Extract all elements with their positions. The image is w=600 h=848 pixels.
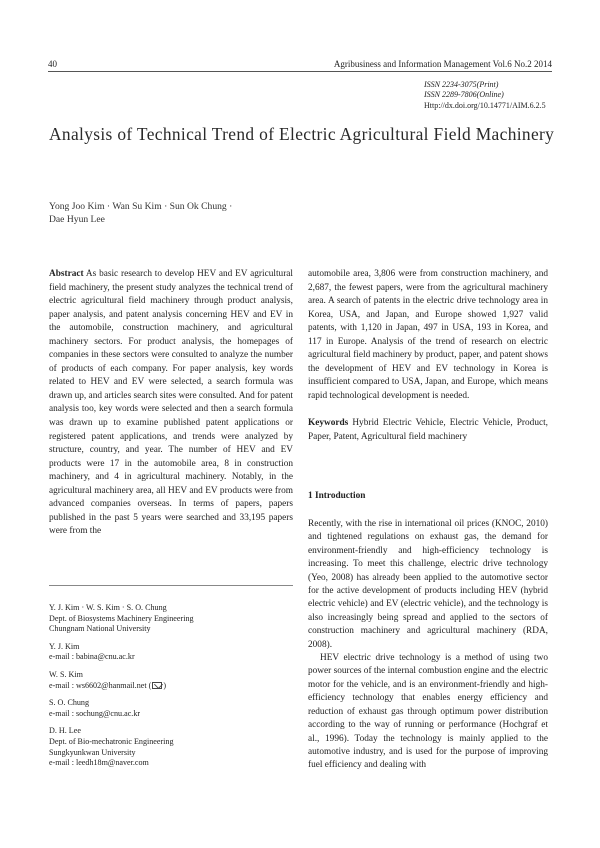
doi-link[interactable]: Http://dx.doi.org/10.14771/AIM.6.2.5 (424, 100, 546, 110)
affiliation-dept: Dept. of Bio-mechatronic Engineering (49, 736, 174, 746)
author-name: S. O. Chung (49, 698, 90, 708)
author-contact-ws-kim (49, 670, 293, 691)
abstract-left-column (49, 268, 293, 539)
issn-block (424, 80, 552, 111)
envelope-icon (152, 682, 162, 689)
keywords-text: Hybrid Electric Vehicle, Electric Vehicle, Product, Paper, Patent, Agricultural field machinery (308, 418, 549, 443)
author-email[interactable]: e-mail : leedh18m@naver.com (49, 758, 149, 768)
abstract-right-column (308, 268, 548, 445)
intro-paragraph-1: Recently, with the rise in international oil prices (KNOC, 2010) and tightened regulations on exhaust gas, the demand for environment-friendly and high-efficiency technology is increasing. To meet this challenge, electric drive technology (Yeo, 2008) has already been applied to the automotive sector for the active development of products including HEV (hybrid electric vehicle) and EV (electric vehicle), and the technology is also increasingly being spread and applied to the sectors of construction machinery and agricultural machinery (RDA, 2008). (308, 519, 548, 650)
author-name: D. H. Lee (49, 726, 81, 736)
keywords-label: Keywords (308, 418, 349, 429)
abstract-text-left: As basic research to develop HEV and EV agricultural field machinery, the present study analyzes the technical trend of electric agricultural field machinery through product analysis, paper analysis, and patent analysis concerning HEV and EV in the automobile, construction machinery, and agricultural machinery sectors. For product analysis, the homepages of companies in these sectors were consulted to analyze the number of products of each company. For paper analysis, key words related to HEV and EV were selected, a search formula was drawn up, and articles search sites were consulted. And for patent analysis too, key words were selected and then a search formula was drawn up to examine published patent applications or registered patent applications, and trends were analyzed by structure, country, and year. The number of HEV and EV products were 17 in the automobile area, 8 in construction machinery, and 4 in agricultural machinery. Notably, in the agricultural machinery area, all HEV and EV products were from advanced companies overseas. In terms of papers, papers published in the past 5 years were searched and 33,195 papers were from the (49, 269, 293, 537)
author-email[interactable]: e-mail : babina@cnu.ac.kr (49, 652, 135, 662)
affiliation-univ: Chungnam National University (49, 624, 151, 634)
intro-paragraph-2: HEV electric drive technology is a method of using two power sources of the internal combustion engine and the electric motor for the vehicle, and is an environment-friendly and high-efficiency technology that enables energy efficiency and reduction of exhaust gas through optimum power distribution according to the way of running or performance (Hochgraf et al., 1996). Today the technology is mainly applied to the automotive industry, and is used for the purpose of improving fuel efficiency and dealing with (308, 653, 548, 771)
affiliation-univ: Sungkyunkwan University (49, 747, 136, 757)
running-header (48, 57, 552, 71)
author-email[interactable]: e-mail : sochung@cnu.ac.kr (49, 708, 141, 718)
affiliation-names: Y. J. Kim · W. S. Kim · S. O. Chung (49, 603, 167, 612)
section-heading: 1 Introduction (308, 491, 366, 501)
authors-line-2: Dae Hyun Lee (49, 214, 105, 226)
abstract-text-right: automobile area, 3,806 were from construction machinery, and 2,687, the fewest papers, were from the agricultural machinery area. A search of patents in the electric drive technology area in Korea, USA, and Japan, and Europe showed 1,927 valid patents, with 1,120 in Japan, 497 in USA, 193 in Korea, and 117 in Europe. Analysis of the trend of research on electric agricultural field machinery by product, paper, and patent shows the development of HEV and EV technology in Korea is insufficient compared to USA, Japan, and Europe, which means rapid technological development is needed. (308, 269, 548, 401)
header-rule (48, 71, 552, 72)
author-contact-dh-lee (49, 726, 293, 768)
author-name: W. S. Kim (49, 669, 83, 679)
author-email[interactable]: e-mail : ws6602@hanmail.net ( (49, 680, 152, 690)
issn-online: ISSN 2289-7806(Online) (424, 90, 504, 100)
affiliation-group-1 (49, 603, 293, 635)
author-contact-yj-kim (49, 642, 293, 663)
keywords (308, 417, 548, 444)
footnote-rule (49, 585, 293, 586)
author-name: Y. J. Kim (49, 641, 80, 651)
email-paren-close: ) (163, 680, 167, 690)
author-list (49, 200, 349, 226)
paper-title: Analysis of Technical Trend of Electric Agricultural Field Machinery (49, 124, 555, 144)
abstract-label: Abstract (49, 269, 84, 279)
author-contact-so-chung (49, 698, 293, 719)
journal-name: Agribusiness and Information Management Vol.6 No.2 2014 (333, 59, 552, 69)
authors-line-1: Yong Joo Kim · Wan Su Kim · Sun Ok Chung · (49, 201, 233, 212)
page-number: 40 (48, 59, 57, 69)
affiliations (49, 603, 293, 776)
introduction-body (308, 518, 548, 773)
issn-print: ISSN 2234-3075(Print) (424, 80, 499, 89)
affiliation-dept: Dept. of Biosystems Machinery Engineering (49, 613, 194, 623)
author-email-corresponding[interactable] (49, 681, 293, 692)
